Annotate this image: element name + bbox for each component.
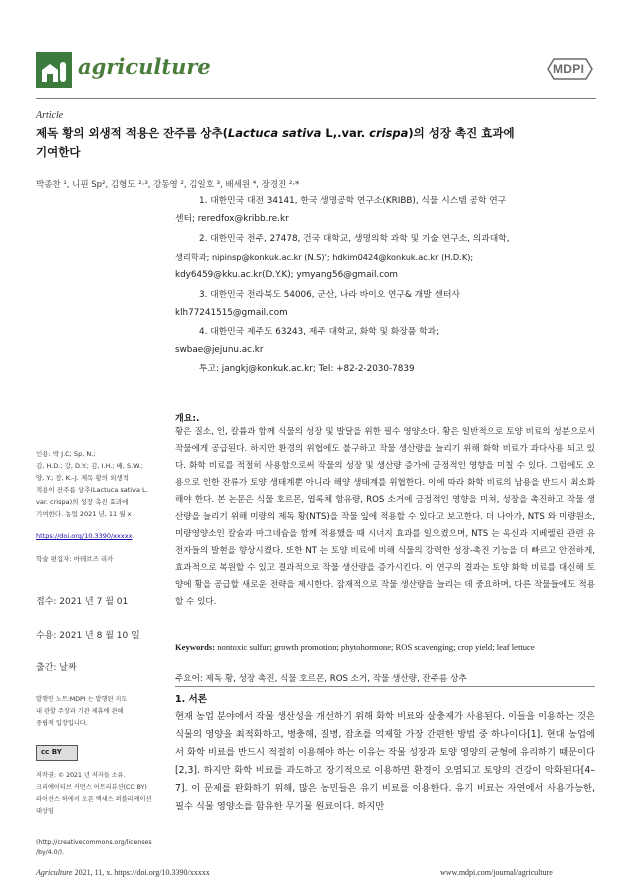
affiliation-line: 센터; reredfox@kribb.re.kr (175, 214, 289, 224)
keywords (175, 641, 595, 653)
journal-name: agriculture (78, 54, 211, 79)
title-line2: 기여한다 (36, 145, 81, 159)
copyright-note: 저작권: © 2021 년 저자들 소유. 크리에이티브 커먼스 어트리뷰션(CC BY) 라이선스 하에서 오픈 액세스 퍼블리케이션 대상임 (36, 772, 152, 815)
keywords-text: nontoxic sulfur; growth promotion; phytohormone; ROS scavenging; crop yield; leaf lettuce (215, 642, 535, 652)
publisher-name: MDPI (553, 62, 585, 76)
affiliations (175, 192, 595, 382)
section-divider (175, 686, 595, 687)
affiliation-line: 3. 대한민국 전라북도 54006, 군산, 나라 바이오 연구& 개발 센터사 (199, 290, 460, 300)
footer-citation-text: 2021, 11, x. https://doi.org/10.3390/xxxxx (72, 868, 210, 877)
affiliation-line: 4. 대한민국 제주도 63243, 제주 대학교, 화학 및 화장품 학과; (199, 327, 440, 337)
journal-logo-icon (36, 52, 72, 88)
footer-journal: Agriculture (36, 868, 73, 877)
header-divider (36, 98, 596, 99)
abstract-heading: 개요:. (175, 414, 200, 424)
title-part: 제독 황의 외생적 적용은 잔주름 상추( (36, 126, 228, 140)
section-heading-introduction: 1. 서론 (175, 694, 207, 705)
abstract-body: 황은 질소, 인, 칼륨과 함께 식물의 성장 및 발달을 위한 필수 영양소다. 황은 일반적으로 토양 비료의 성분으로서 작물에게 공급된다. 하지만 환경의 위협에도 불구하고 작물 생산량을 늘리기 위해 화학 비료가 과다사용 되고 있다. 화학 비료를 적절히 사용함으로써 작물의 성장 및 생산량 증가에 긍정적인 영향을 미칠 수 있다. 그럼에도 오용으로 인한 잔류가 토양 생태계뿐 아니라 해양 생태계를 위협한다. 이에 따라 화학 비료의 남용을 반드시 최소화해야 한다. 본 논문은 식물 호르몬, 엽록체 함유량, ROS 소거에 긍정적인 영향을 미쳐, 성장을 촉진하고 작물 생산량을 늘리기 위해 미량의 제독 황(NTS)을 작물 잎에 적용할 수 있다고 보고한다. 더 나아가, NTS 와 미량원소, 미량영양소인 칼슘과 마그네슘을 함께 적용했을 때 시너지 효과를 일으켰으며, NTS 는 옥신과 지베렐린 관련 유전자들의 발현을 향상시켰다. 또한 NT 는 토양 비료에 비해 식물의 강력한 성장-촉진 기능을 더 빠르고 안전하게, 효과적으로 복원할 수 있고 결과적으로 작물 생산량을 증가시킨다. 이 연구의 결과는 토양 화학 비료를 대신해 토양에 황을 공급할 새로운 전략을 제시한다. 잠재적으로 작물 생산량을 늘리는 데 중요하며, 다른 작물들에도 적용할 수 있다. (175, 427, 595, 607)
publisher-note: 발행인 노트:MDPI 는 발행된 지도 내 관할 주장과 기관 제휴에 관해 중립적 입장입니다. (36, 696, 128, 727)
citation-doi-link[interactable]: https://doi.org/10.3390/xxxxx (36, 532, 133, 540)
article-title (36, 124, 596, 162)
title-part: )의 성장 촉진 효과에 (408, 126, 515, 140)
keywords-label: Keywords: (175, 642, 216, 652)
cc-by-license-icon[interactable] (36, 745, 78, 761)
corresponding-author: 투고: jangkj@konkuk.ac.kr; Tel: +82-2-2030-7839 (199, 364, 415, 374)
accepted-date: 수용: 2021 년 8 월 10 일 (36, 631, 140, 641)
footer-journal-url[interactable]: www.mdpi.com/journal/agriculture (440, 868, 553, 877)
affiliation-line: swbae@jejunu.ac.kr (175, 345, 264, 355)
introduction-body: 현재 농업 분야에서 작물 생산성을 개선하기 위해 화학 비료와 살충제가 사용된다. 이들을 이용하는 것은 식물의 영양을 최적화하고, 병충해, 질병, 잡초를 억제할 가장 간편한 방법 중 하나이다[1]. 현대 농업에서 화학 비료를 반드시 적절히 이용해야 하는 이유는 작물 성장과 토양 영양의 균형에 유리하기 때문이다[2,3]. 하지만 화학 비료를 과도하고 장기적으로 이용하면 환경이 오염되고 토양의 건강이 악화된다[4–7]. 이 문제를 완화하기 위해, 많은 농민들은 유기 비료를 이용한다. 유기 비료는 자연에서 사용가능한, 필수 식물 영양소를 함유한 무기물 원료이다. 하지만 (175, 711, 595, 812)
title-italic: Lactuca sativa (227, 126, 322, 140)
title-italic: crispa (369, 126, 409, 140)
citation-block: 인용: 박 J.C; Sp, N.; 김, H.D.; 강, D.Y.; 김, I.H.; 배, S.W.; 양, Y.; 장, K.-J. 제독 황의 외생적 적용이 잔주름 상추(Lactuca sativa L. var. crispa)의 성장 촉진 효과에 기여한다. 농업 2021 년, 11 월 x (36, 450, 148, 518)
affiliation-line: klh77241515@gmail.com (175, 308, 288, 318)
affiliation-line: kdy6459@kku.ac.kr(D.Y.K); ymyang56@gmail.com (175, 270, 398, 280)
published-date: 출간: 날짜 (36, 663, 77, 673)
keywords-korean: 주요어: 제독 황, 성장 촉진, 식물 호르몬, ROS 소거, 작물 생산량, 잔주름 상추 (175, 674, 467, 684)
affiliation-line: 2. 대한민국 전주, 27478, 건국 대학교, 생명의학 과학 및 기술 연구소, 의과대학, (199, 234, 510, 244)
affiliation-line: 생리학과; nipinsp@konkuk.ac.kr (N.S)'; hdkim0424@konkuk.ac.kr (H.D.K); (175, 252, 474, 262)
cc-label: cc BY (41, 748, 62, 756)
author-list: 박종찬 ¹, 니핀 Sp², 김형도 ²·³, 강동영 ², 김일호 ³, 배세원 ⁴, 장경진 ²·* (36, 180, 300, 190)
license-url-link[interactable]: (http://creativecommons.org/licenses /by/4.0/). (36, 839, 152, 856)
academic-editor: 학술 편집자: 마테브즈 리카 (36, 555, 114, 563)
title-part: L,.var. (321, 126, 370, 140)
article-type: Article (36, 110, 64, 121)
affiliation-line: 1. 대한민국 대전 34141, 한국 생명공학 연구소(KRIBB), 식물 시스템 공학 연구 (199, 196, 507, 206)
received-date: 접수: 2021 년 7 월 01 (36, 597, 129, 607)
footer-citation (36, 868, 210, 877)
